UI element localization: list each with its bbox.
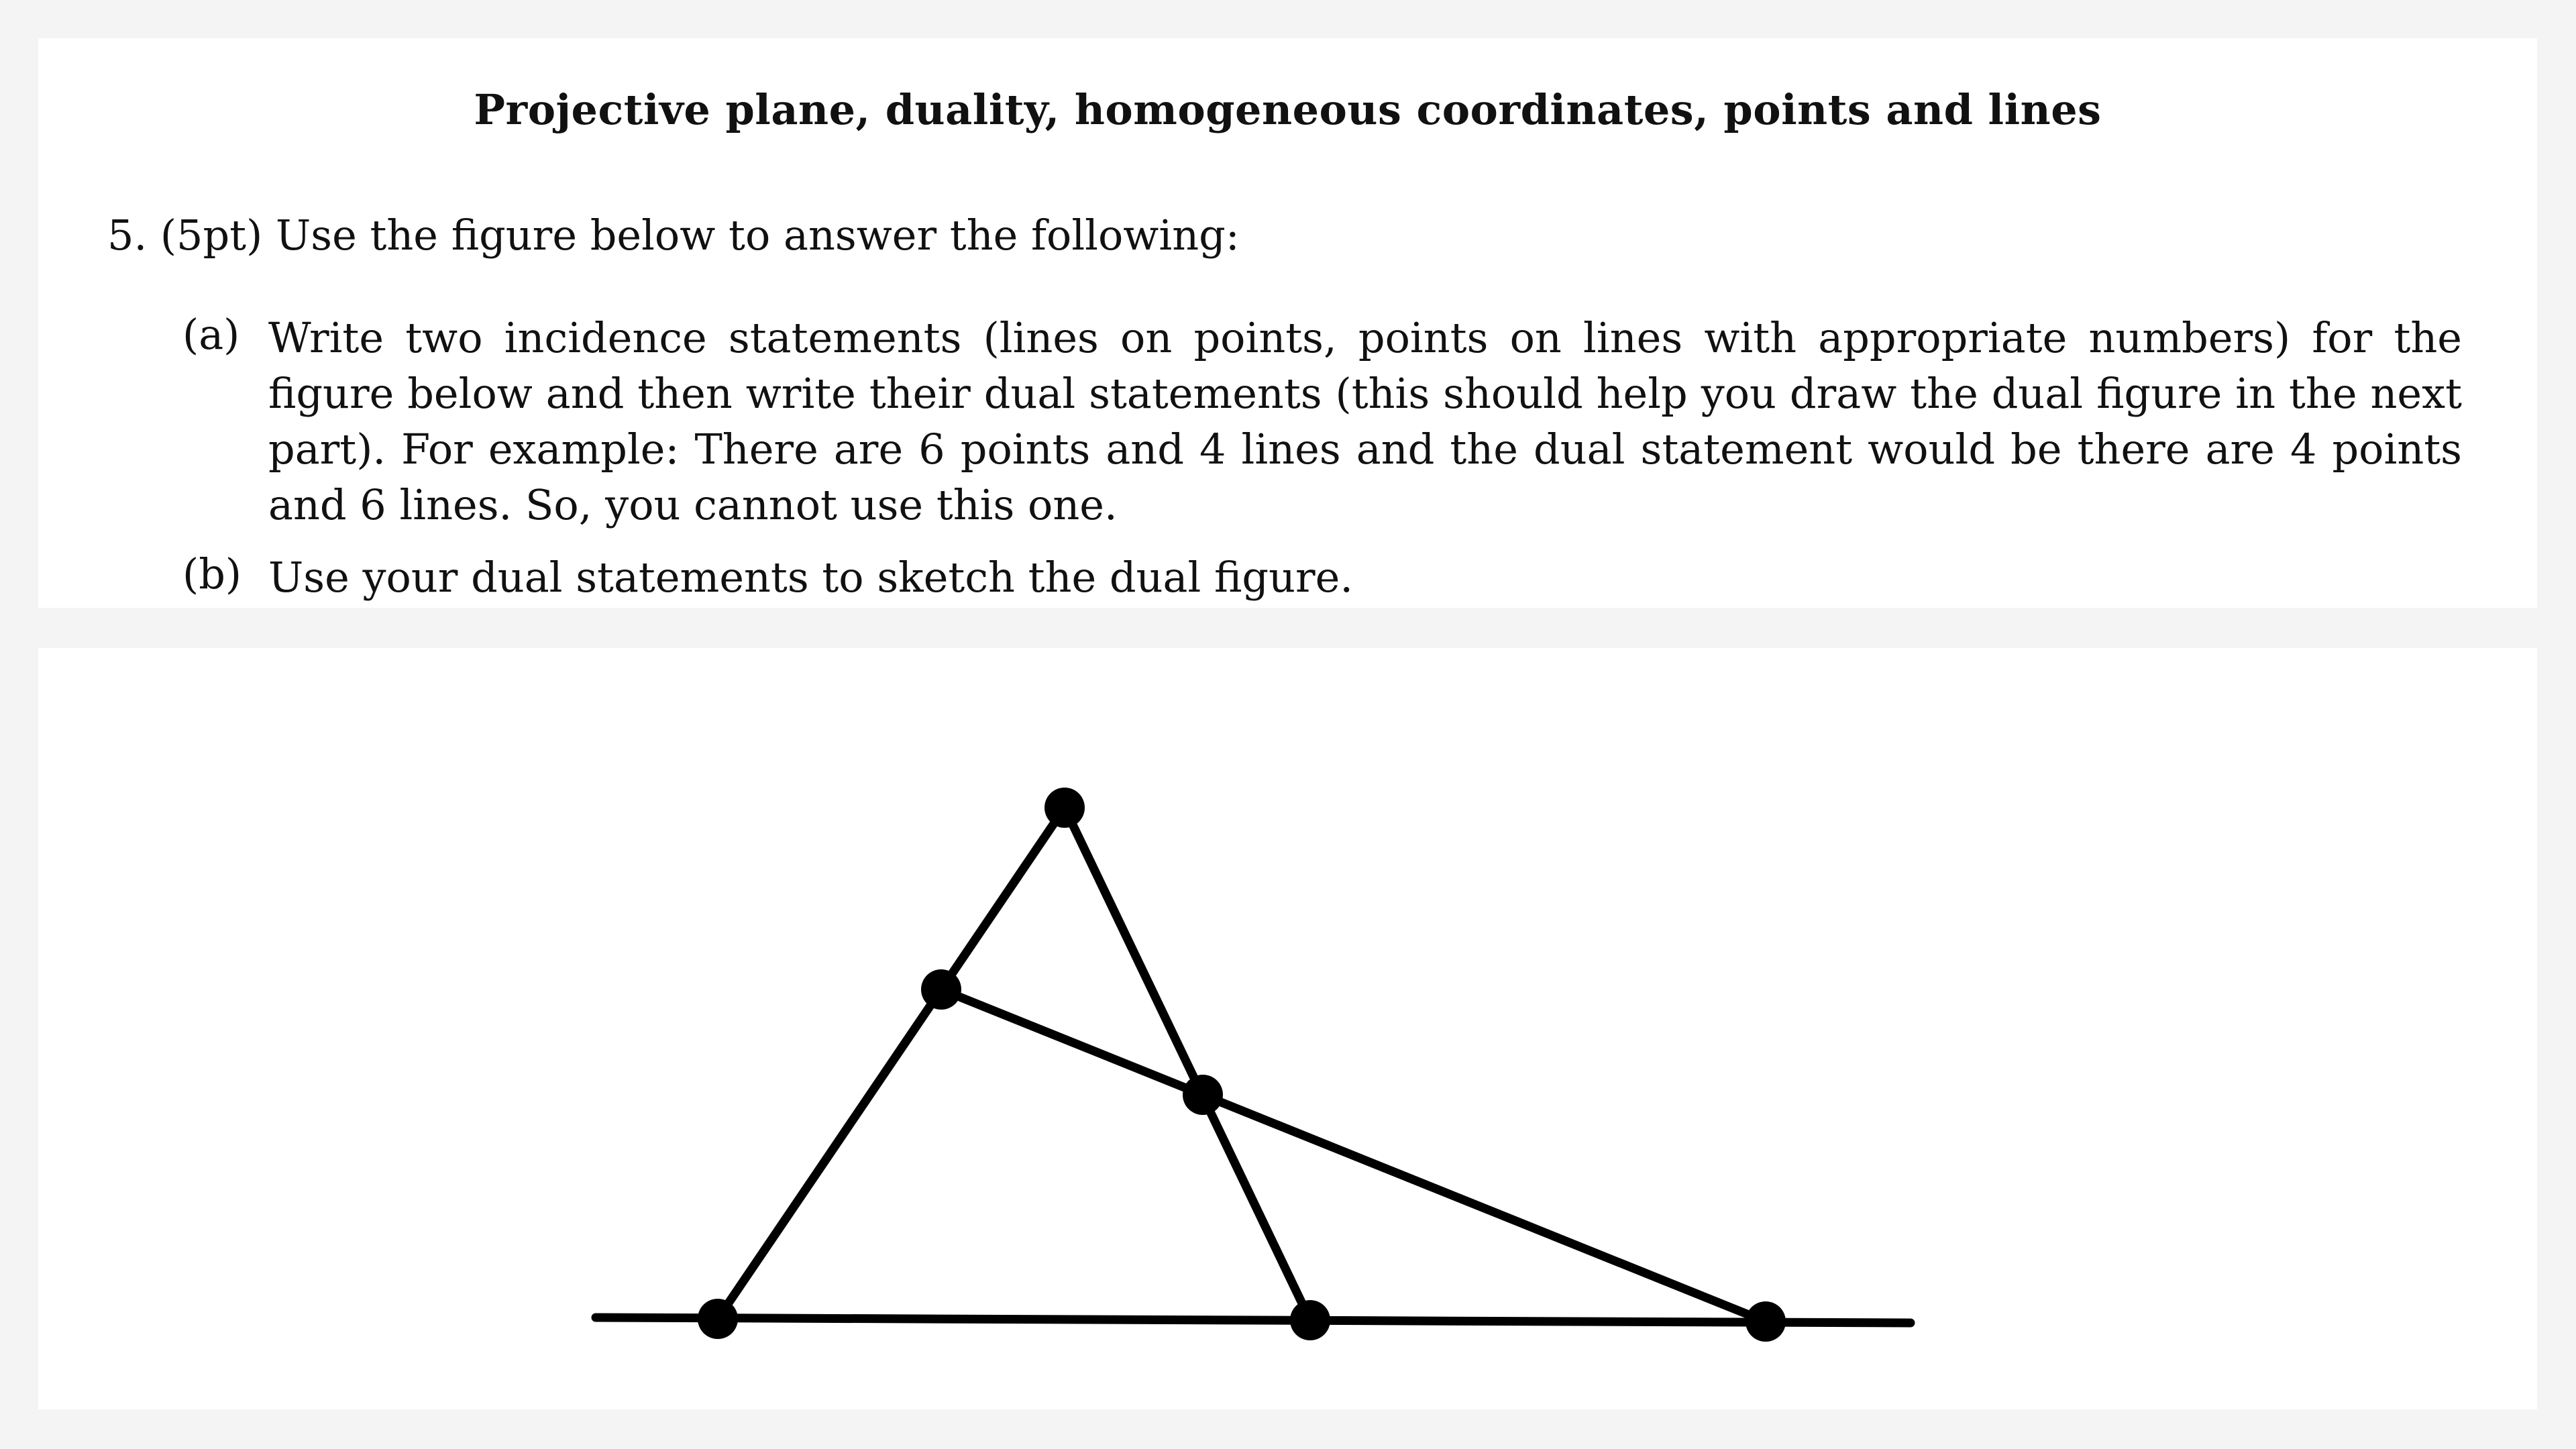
part-a-text: Write two incidence statements (lines on points, points on lines with appropriate numbers) for the figure below and then write their dual statements (this should help you draw the dual figure in the next part). For example: There are 6 points and 4 lines and the dual statement would be there are 4 points and 6 lines. So, you cannot use this one. — [268, 313, 2462, 529]
question-card — [38, 38, 2537, 608]
figure-card — [38, 648, 2537, 1409]
incidence-figure — [38, 648, 2537, 1409]
left-side-line — [718, 808, 1065, 1319]
part-a-label: (a) — [182, 310, 240, 359]
transversal-line — [941, 989, 1766, 1322]
right-side-line — [1065, 808, 1310, 1320]
base-line — [596, 1318, 1911, 1323]
part-b-text: Use your dual statements to sketch the dual figure. — [268, 553, 1354, 602]
part-b-label: (b) — [182, 549, 242, 598]
section-title: Projective plane, duality, homogeneous coordinates, points and lines — [474, 85, 2102, 134]
apex — [1044, 788, 1085, 828]
base-right — [1746, 1301, 1786, 1342]
question-prompt: 5. (5pt) Use the figure below to answer the following: — [107, 211, 1240, 260]
base-left — [698, 1299, 738, 1339]
base-middle — [1290, 1300, 1330, 1340]
intersection-point — [1183, 1075, 1223, 1115]
left-side-point — [921, 969, 961, 1010]
